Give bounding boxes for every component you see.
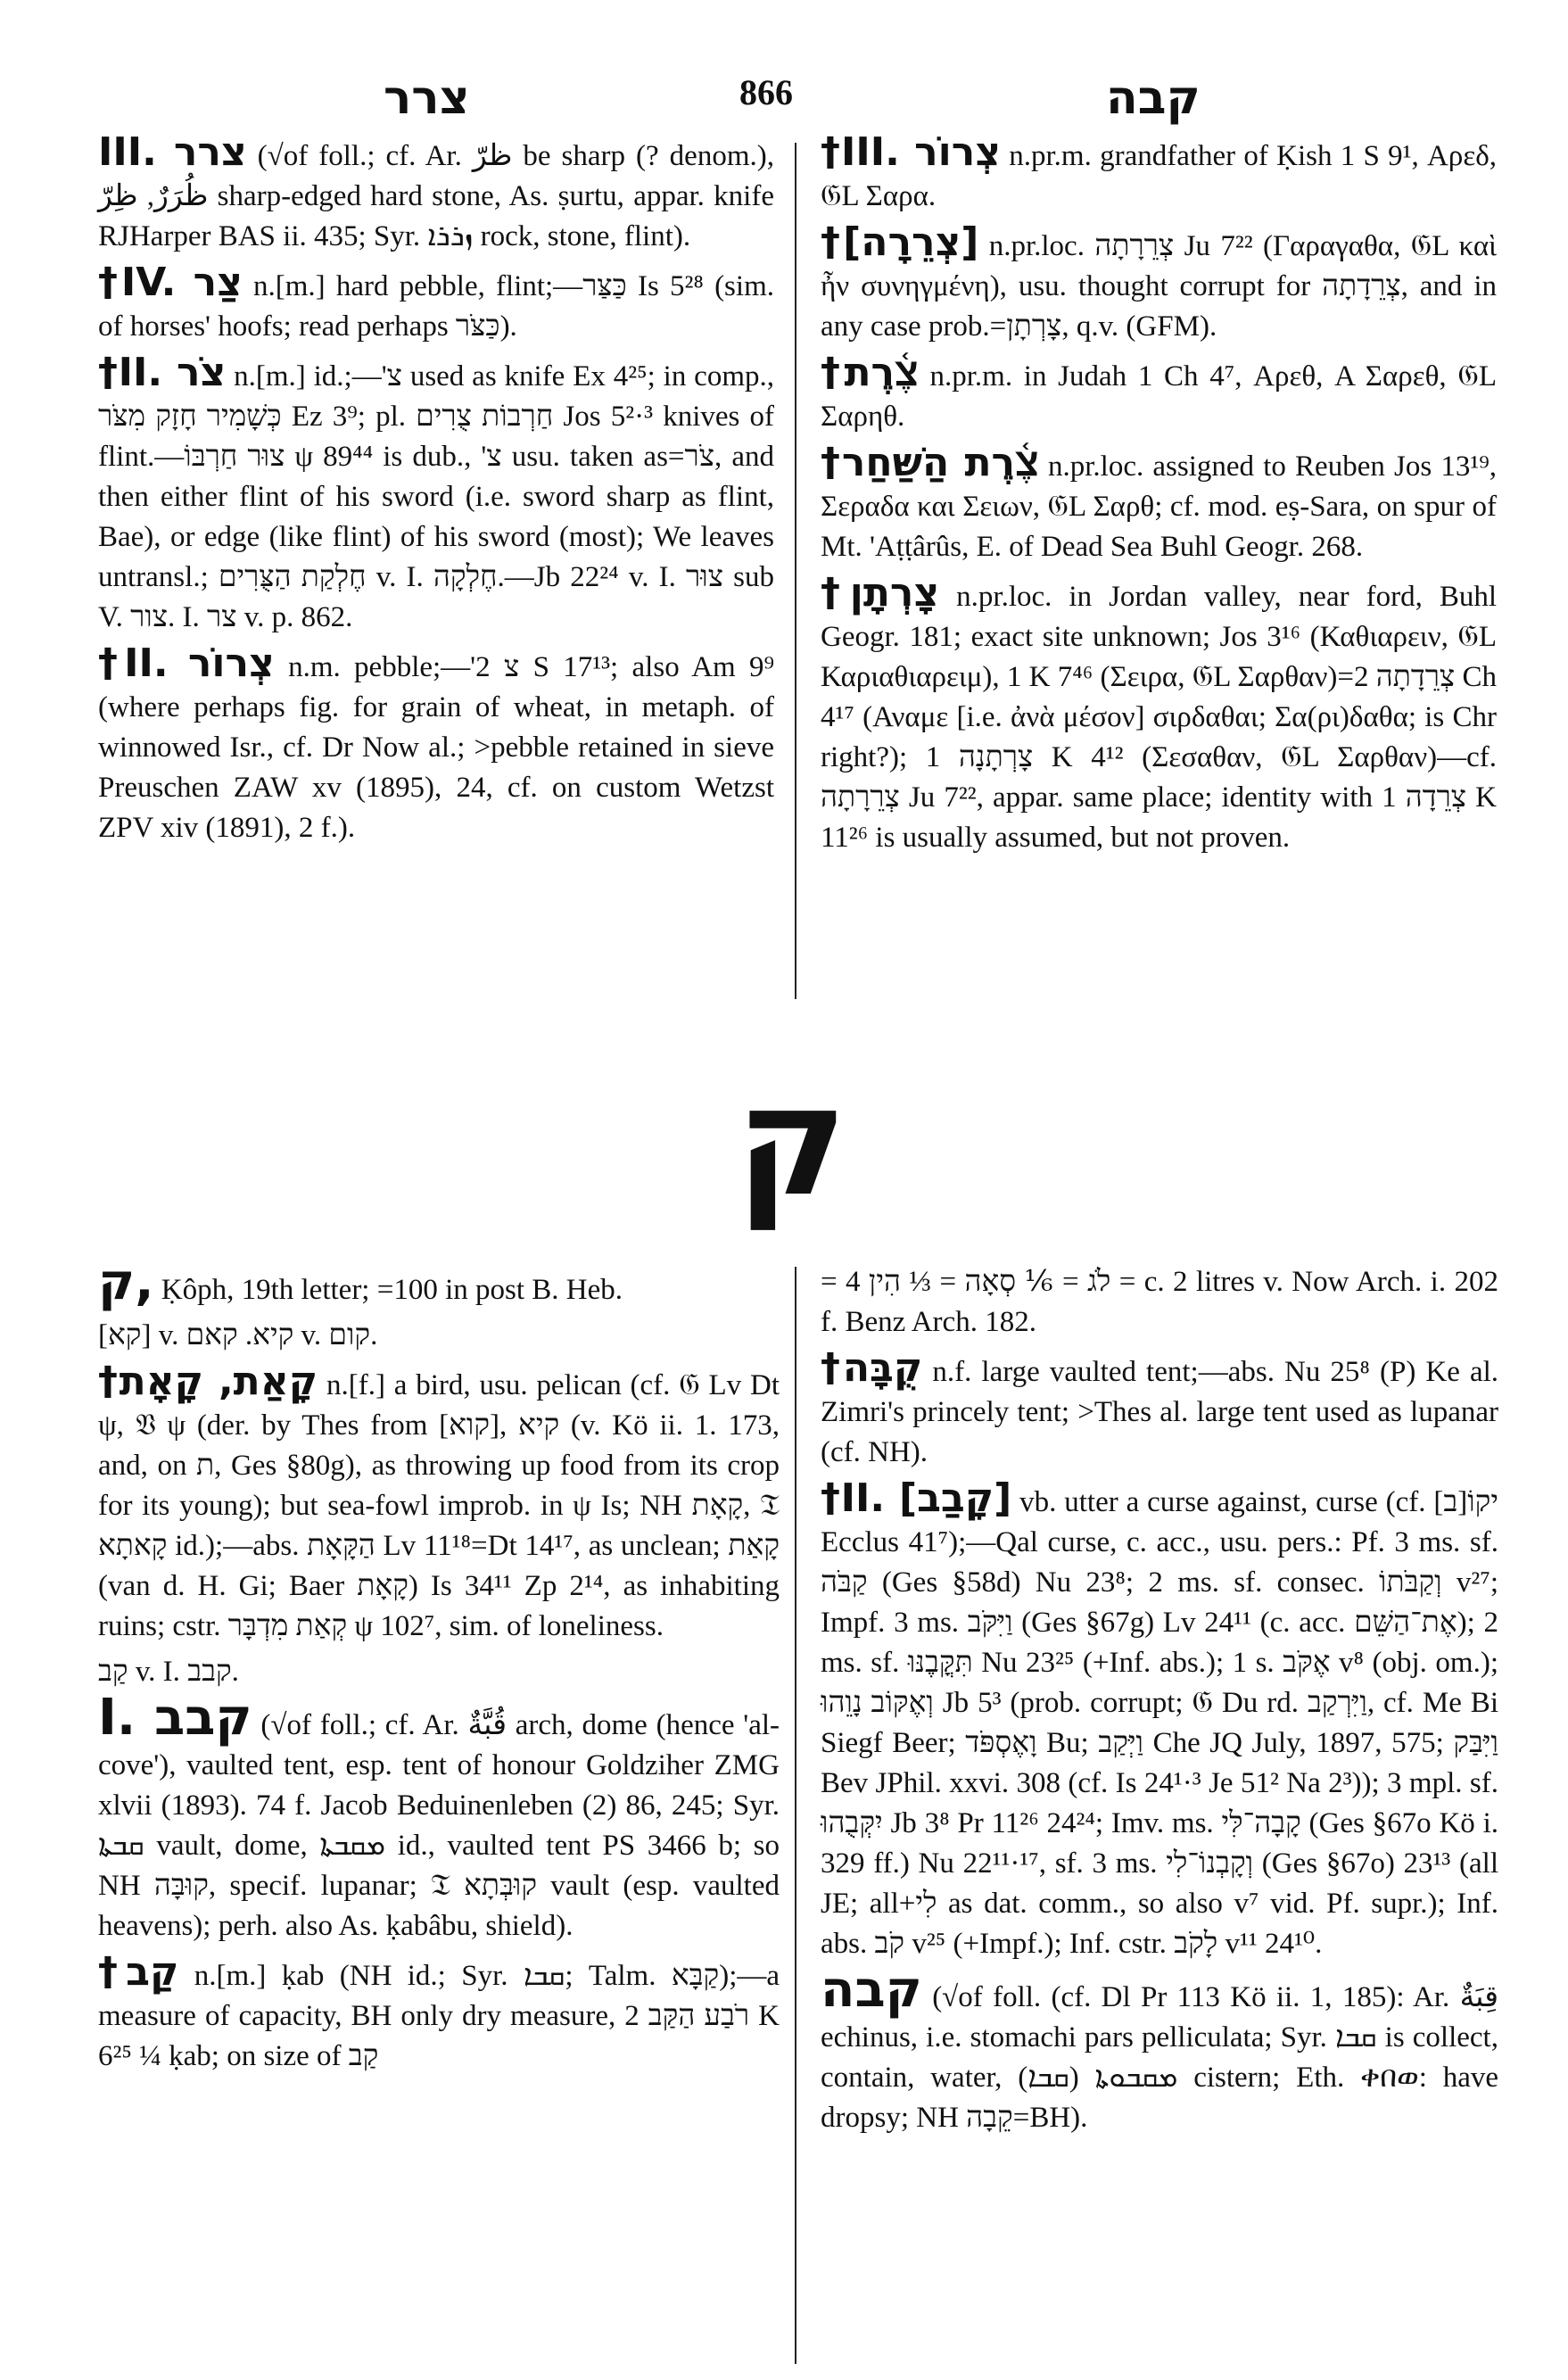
running-head-left: צרר xyxy=(384,71,470,125)
entry-text: (√of foll.; cf. Ar. ظرّ be sharp (? denom.), ظُرَرٌ, ظِرّ sharp-edged hard stone, As. ṣurtu, appar. knife RJHarper BAS ii. 435; Syr. ܙܪܪܐ rock, stone, flint). xyxy=(98,140,774,252)
entry-headword: †קָאַת, קָאָת xyxy=(98,1359,318,1404)
entry-headword: †קֻבָּה xyxy=(821,1345,923,1391)
entry-headword: קבה xyxy=(821,1961,922,2019)
entry-text: קַב v. I. קבב. xyxy=(98,1656,239,1688)
entry-headword: III. צרר xyxy=(98,129,247,175)
column-divider-top xyxy=(795,143,796,999)
entry-headword: †קַב xyxy=(98,1949,179,1995)
entry-headword: †II. צְרוֹר xyxy=(98,640,275,686)
entry-tseror-II xyxy=(98,640,775,848)
entry-headword: ק, xyxy=(98,1253,154,1311)
entry-text: n.[m.] ḳab (NH id.; Syr. ܩܒܐ; Talm. קַבָּא);—a measure of capacity, BH only dry measure, רֹבַע הַקַּב 2 K 6²⁵ ¼ ḳab; on size of קַב xyxy=(98,1960,780,2072)
page-number: 866 xyxy=(739,72,793,112)
entry-text: n.[f.] a bird, usu. pelican (cf. 𝔊 Lv Dt ψ, 𝔙 ψ (der. by Thes from [קוא], קיא (v. Kö ii. 1. 173, and, on ת, Ges §80g), as throwing up food from its crop for its young); but sea-fowl improb. in ψ Is; NH קָאָת, 𝔗 קָאתָא id.);—abs. הַקָּאָת Lv 11¹⁸=Dt 14¹⁷, as unclean; קָאַת (van d. H. Gi; Baer קָאָת) Is 34¹¹ Zp 2¹⁴, as inhabiting ruins; cstr. קְאַת מִדְבָּר ψ 102⁷, sim. of loneliness. xyxy=(98,1369,780,1642)
entry-tseret xyxy=(821,352,1497,437)
entry-text: Ḳôph, 19th letter; =100 in post B. Heb. xyxy=(161,1274,623,1306)
entry-text: (√of foll.; cf. Ar. قُبَّةٌ arch, dome (hence 'al-cove'), vaulted tent, esp. tent of honour Goldziher ZMG xlvii (1893). 74 f. Jacob Beduinenleben (2) 86, 245; Syr. ܩܒܬܐ vault, dome, ܡܩܒܬܐ id., vaulted tent PS 3466 b; so NH קוּבָּה, specif. lupanar; 𝔗 קוּבְּתָא vault (esp. vaulted heavens); perh. also As. ḳabâbu, shield). xyxy=(98,1709,780,1942)
entry-tserera xyxy=(821,219,1498,347)
entry-qbh xyxy=(821,1961,1499,2138)
entry-text: n.f. large vaulted tent;—abs. Nu 25⁸ (P) Ke al. Zimri's princely tent; >Thes al. large tent used as lupanar (cf. NH). xyxy=(821,1356,1499,1468)
entry-qaat xyxy=(98,1361,780,1647)
entry-headword: †צָרְתָן xyxy=(821,570,940,616)
entry-tseret-hashshahar xyxy=(821,442,1497,567)
entry-headword: †II. צֹר xyxy=(98,350,227,395)
entry-qab-continued xyxy=(821,1262,1498,1343)
entry-headword: †צֶ֫רֶת xyxy=(821,350,919,395)
entry-text: n.pr.loc. in Jordan valley, near ford, Buhl Geogr. 181; exact site unknown; Jos 3¹⁶ (Καθιαρειν, 𝔊L Καριαθιαρειμ), 1 K 7⁴⁶ (Σειρα, 𝔊L Σαρθαν)=צְרֵדָתָה 2 Ch 4¹⁷ (Αναμε [i.e. ἀνὰ μέσον] σιρδαθαι; Σα(ρι)δαθα; is Chr right?); צָרְתָנָה 1 K 4¹² (Σεσαθαν, 𝔊L Σαρθαν)—cf. צְרֵרָתָה Ju 7²², appar. same place; identity with צְרֵדָה 1 K 11²⁶ is usually assumed, but not proven. xyxy=(821,581,1498,854)
entry-qabab-II xyxy=(821,1475,1499,1964)
entry-headword: I. קבב xyxy=(98,1689,252,1747)
entry-text: n.[m.] hard pebble, flint;—כַּצַּר Is 5²⁸ (sim. of horses' hoofs; read perhaps כַּצֹּר). xyxy=(98,270,774,343)
section-letter-qoph: ק xyxy=(736,1054,848,1230)
entry-headword: †III. צְרוֹר xyxy=(821,129,1001,175)
entry-text: = 4 לֹג = ⅙ סְאָה = ⅓ הִין = c. 2 litres v. Now Arch. i. 202 f. Benz Arch. 182. xyxy=(821,1266,1498,1338)
entry-qoph xyxy=(98,1253,780,1311)
entry-tsarar-III xyxy=(98,129,774,257)
entry-text: n.pr.m. grandfather of Ḳish 1 S 9¹, Αρεδ, 𝔊L Σαρα. xyxy=(821,140,1498,212)
running-head-right: קבה xyxy=(1106,71,1201,125)
entry-text: n.pr.m. in Judah 1 Ch 4⁷, Αρεθ, A Σαρεθ, 𝔊L Σαρηθ. xyxy=(821,360,1497,433)
entry-qubba xyxy=(821,1345,1499,1473)
entry-tsor-II xyxy=(98,352,774,638)
entry-headword: †IV. צַר xyxy=(98,260,243,305)
column-top-left xyxy=(98,129,775,854)
entry-tseror-III xyxy=(821,129,1498,217)
column-top-right xyxy=(821,129,1498,864)
entry-tsartan xyxy=(821,570,1498,858)
entry-text: (√of foll. (cf. Dl Pr 113 Kö ii. 1, 185): Ar. قِبَةٌ echinus, i.e. stomachi pars pelliculata; Syr. ܩܒܐ is collect, contain, water, ܡܩܒܘܬܐ (ܩܒܐ) cistern; Eth. ቀበወ: have dropsy; NH קֵבָה=BH). xyxy=(821,1981,1499,2134)
entry-qab-cross-ref xyxy=(98,1652,780,1692)
entry-text: n.[m.] id.;—'צ used as knife Ex 4²⁵; in comp., כְּשָׁמִיר חָזָק מִצֹּר Ez 3⁹; pl. חַרְבוֹת צֻרִים Jos 5²·³ knives of flint.—צוּר חַרְבּוֹ ψ 89⁴⁴ is dub., 'צ usu. taken as=צֹר, and then either flint of his sword (i.e. sword sharp as flint, Bae), or edge (like flint) of his sword (most); We leaves untransl.; חֶלְקַת הַצֻּרִים v. I. חֶלְקָה.—Jb 22²⁴ v. I. צוּר sub V. צור. I. צר v. p. 862. xyxy=(98,360,775,633)
entry-text: n.pr.loc. צְרֵרָתָה Ju 7²² (Γαραγαθα, 𝔊L καὶ ἦν συνηγμένη), usu. thought corrupt for צְרֵדָתָה, and in any case prob.=צָרְתָן, q.v. (GFM). xyxy=(821,230,1498,343)
entry-qab xyxy=(98,1949,780,2077)
column-divider-bottom xyxy=(795,1267,796,2364)
entry-headword: †צֶ֫רֶת הַשַּׁחַר xyxy=(821,440,1039,485)
entry-text: vb. utter a curse against, curse (cf. [ב]יקוֹ Ecclus 41⁷);—Qal curse, c. acc., usu. pers.: Pf. 3 ms. sf. קַבֹּה (Ges §58d) Nu 23⁸; 2 ms. sf. consec. וְקַבֹּתוֹ v²⁷; Impf. 3 ms. וַיִּקֹּב (Ges §67g) Lv 24¹¹ (c. acc. אֶת־הַשֵּׁם); 2 ms. sf. תִּקֳּבֶנּוּ Nu 23²⁵ (+Inf. abs.); 1 s. אֶקֹּב v⁸ (obj. om.); וְאֶקּוֹב נָוֵהוּ Jb 5³ (prob. corrupt; 𝔊 Du rd. וַיִּרְקַב, cf. Me Bi Siegf Beer; וָאֶסְפֹּד Bu; וַיְּקַב Che JQ July, 1897, 575; וַיִּבַּק Bev JPhil. xxvi. 308 (cf. Is 24¹·³ Je 51² Na 2³)); 3 mpl. sf. יִקְּבֻהוּ Jb 3⁸ Pr 11²⁶ 24²⁴; Imv. ms. קָבָה־לִּי (Ges §67o Kö i. 329 ff.) Nu 22¹¹·¹⁷, sf. 3 ms. וְקָבְנוֹ־לִי (Ges §67o) 23¹³ (all JE; all+לִי as dat. comm., so also v⁷ vid. Pf. supr.); Inf. abs. קֹב v²⁵ (+Impf.); Inf. cstr. לָקֹב v¹¹ 24¹⁰. xyxy=(821,1486,1499,1960)
entry-qa-cross-ref xyxy=(98,1316,780,1356)
entry-text: n.pr.loc. assigned to Reuben Jos 13¹⁹, Σεραδα και Σειων, 𝔊L Σαρθ; cf. mod. eṣ-Sara, on spur of Mt. 'Aṭṭârûs, E. of Dead Sea Buhl Geogr. 268. xyxy=(821,450,1498,563)
entry-tsar-IV xyxy=(98,262,774,347)
entry-text: n.m. pebble;—'צ 2 S 17¹³; also Am 9⁹ (where perhaps fig. for grain of wheat, in metaph. of winnowed Isr., cf. Dr Now al.; >pebble retained in sieve Preuschen ZAW xv (1895), 24, cf. on custom Wetzst ZPV xiv (1891), 2 f.). xyxy=(98,651,775,844)
column-bottom-left xyxy=(98,1253,780,2082)
entry-qbb-I xyxy=(98,1689,780,1946)
entry-text: [קא] v. קיא. קאם v. קום. xyxy=(98,1319,378,1351)
column-bottom-right xyxy=(821,1262,1498,2144)
entry-headword: †II. [קָבַב] xyxy=(821,1475,1012,1521)
entry-headword: †[צְרֵרָה] xyxy=(821,219,979,265)
